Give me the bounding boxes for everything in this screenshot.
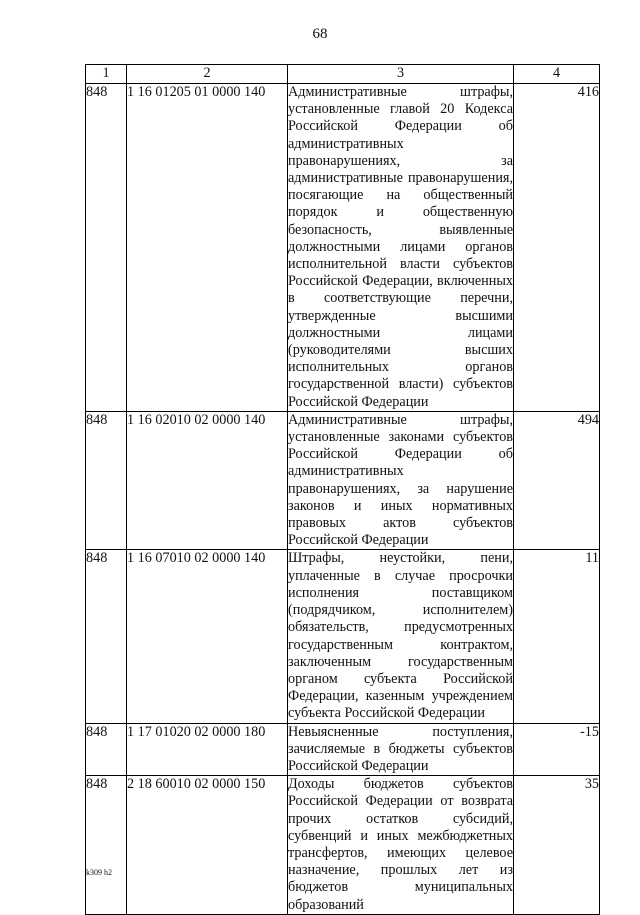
revenue-name: Невыясненные поступления, зачисляемые в бюджеты субъектов Российской Федерации	[288, 723, 513, 774]
document-footer-code: k309 h2	[86, 868, 112, 877]
header-col-2: 2	[127, 65, 288, 84]
revenue-name: Административные штрафы, установленные главой 20 Кодекса Российской Федерации об административных правонарушениях, за административные правонарушения, посягающие на общественный порядок и общественную безопасность, выявленные должностными лицами органов исполнительной власти субъектов Российской Федерации, включенных в соответствующие перечни, утвержденные высшими должностными лицами (руководителями высших исполнительных органов государственной власти) субъектов Российской Федерации	[288, 84, 513, 410]
table-row	[86, 723, 600, 776]
amount: 416	[514, 84, 600, 412]
table-header-row	[86, 65, 600, 84]
table-row	[86, 550, 600, 723]
admin-code: 848	[86, 550, 127, 723]
admin-code: 848	[86, 723, 127, 776]
budget-classification-code: 1 16 07010 02 0000 140	[127, 550, 288, 723]
page-number: 68	[312, 26, 328, 42]
header-col-3: 3	[288, 65, 514, 84]
amount: -15	[514, 723, 600, 776]
budget-revenue-table	[85, 64, 600, 915]
admin-code: 848	[86, 411, 127, 550]
revenue-name: Административные штрафы, установленные законами субъектов Российской Федерации об административных правонарушениях, за нарушение законов и иных нормативных правовых актов субъектов Российской Федерации	[288, 411, 513, 549]
amount: 11	[514, 550, 600, 723]
budget-classification-code: 2 18 60010 02 0000 150	[127, 776, 288, 915]
header-col-4: 4	[514, 65, 600, 84]
revenue-name: Штрафы, неустойки, пени, уплаченные в случае просрочки исполнения поставщиком (подрядчиком, исполнителем) обязательств, предусмотренных государственным контрактом, заключенным государственным органом субъекта Российской Федерации, казенным учреждением субъекта Российской Федерации	[288, 550, 513, 722]
header-col-1: 1	[86, 65, 127, 84]
table-row	[86, 776, 600, 915]
amount: 35	[514, 776, 600, 915]
budget-classification-code: 1 16 01205 01 0000 140	[127, 84, 288, 412]
admin-code: 848	[86, 84, 127, 412]
admin-code: 848	[86, 776, 127, 915]
revenue-name: Доходы бюджетов субъектов Российской Федерации от возврата прочих остатков субсидий, субвенций и иных межбюджетных трансфертов, имеющих целевое назначение, прошлых лет из бюджетов муниципальных образований	[288, 776, 513, 913]
table-row	[86, 411, 600, 550]
table-row	[86, 84, 600, 412]
budget-classification-code: 1 16 02010 02 0000 140	[127, 411, 288, 550]
amount: 494	[514, 411, 600, 550]
budget-classification-code: 1 17 01020 02 0000 180	[127, 723, 288, 776]
